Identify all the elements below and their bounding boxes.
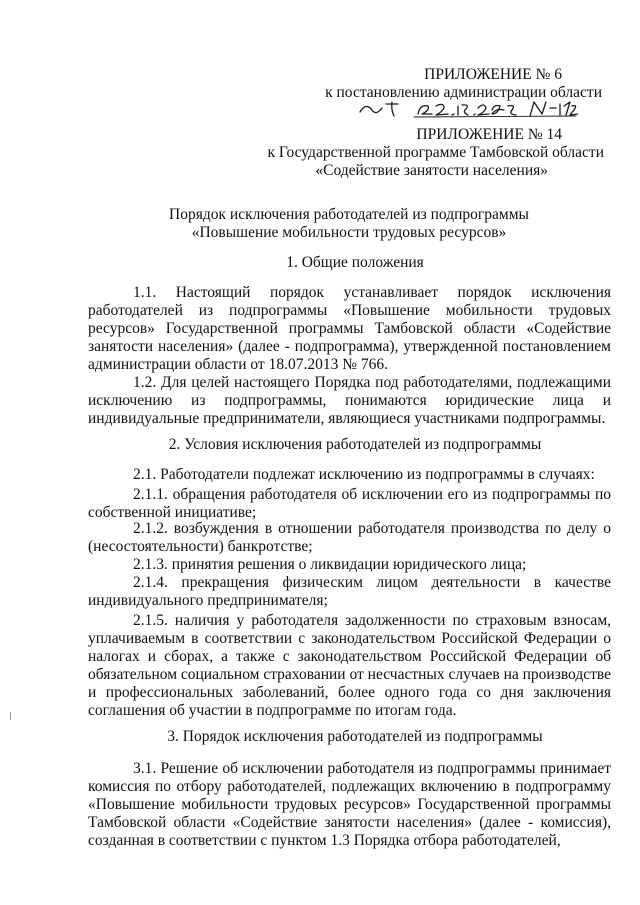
appendix-14-line1: к Государственной программе Тамбовской области [267, 144, 604, 161]
appendix-14-title: ПРИЛОЖЕНИЕ № 14 [416, 126, 562, 143]
document-title-line1: Порядок исключения работодателей из подпрограммы [169, 206, 529, 223]
section-3-heading [0, 728, 640, 746]
paragraph-2-1-1: 2.1.1. обращения работодателя об исключении его из подпрограммы по собственной инициативе; [88, 486, 611, 521]
paragraph-2-1-2: 2.1.2. возбуждения в отношении работодателя производства по делу о (несостоятельности) банкротстве; [88, 520, 611, 555]
appendix-6-subtitle: к постановлению администрации области [325, 84, 602, 101]
paragraph-2-1-4: 2.1.4. прекращения физическим лицом деятельности в качестве индивидуального предпринимателя; [88, 574, 611, 609]
paragraph-1-1: 1.1. Настоящий порядок устанавливает порядок исключения работодателей из подпрограммы «Повышение мобильности трудовых ресурсов» Государственной программы Тамбовской области «Содействие занятости населения» (далее - подпрограмма), утвержденной постановлением администрации области от 18.07.2013 № 766. [88, 284, 611, 373]
section-2-heading-text: 2. Условия исключения работодателей из подпрограммы [168, 436, 542, 453]
paragraph-1-2: 1.2. Для целей настоящего Порядка под работодателями, подлежащими исключению из подпрограммы, понимаются юридические лица и индивидуальные предприниматели, являющиеся участниками подпрограммы. [88, 374, 611, 427]
paragraph-2-1-5: 2.1.5. наличия у работодателя задолженности по страховым взносам, уплачиваемым в соответствии с законодательством Российской Федерации о налогах и сборах, а также с законодательством Российской Федерации об обязательном социальном страховании от несчастных случаев на производстве и профессиональных заболеваний, более одного года со дня заключения соглашения об участии в подпрограмме по итогам года. [88, 612, 612, 719]
paragraph-2-1: 2.1. Работодатели подлежат исключению из подпрограммы в случаях: [133, 466, 595, 483]
section-1-heading-text: 1. Общие положения [286, 254, 424, 271]
section-1-heading [0, 254, 640, 272]
appendix-14-header [0, 126, 640, 180]
handwritten-date-signature [358, 96, 578, 120]
paragraph-2-1-3: 2.1.3. принятия решения о ликвидации юридического лица; [133, 556, 527, 573]
document-title-line2: «Повышение мобильности трудовых ресурсов» [191, 224, 507, 241]
paragraph-3-1: 3.1. Решение об исключении работодателя из подпрограммы принимает комиссия по отбору работодателей, подлежащих включению в подпрограмму «Повышение мобильности трудовых ресурсов» Государственной программы Тамбовской области «Содействие занятости населения» (далее - комиссия), созданная в соответствии с пунктом 1.3 Порядка отбора работодателей, [88, 760, 611, 849]
appendix-6-title: ПРИЛОЖЕНИЕ № 6 [424, 66, 562, 83]
appendix-14-line2: «Содействие занятости населения» [315, 162, 548, 179]
section-2-heading [0, 436, 640, 454]
document-title [0, 206, 640, 242]
scan-margin-mark [10, 712, 11, 720]
appendix-6-header [0, 66, 640, 102]
section-3-heading-text: 3. Порядок исключения работодателей из подпрограммы [167, 728, 543, 745]
